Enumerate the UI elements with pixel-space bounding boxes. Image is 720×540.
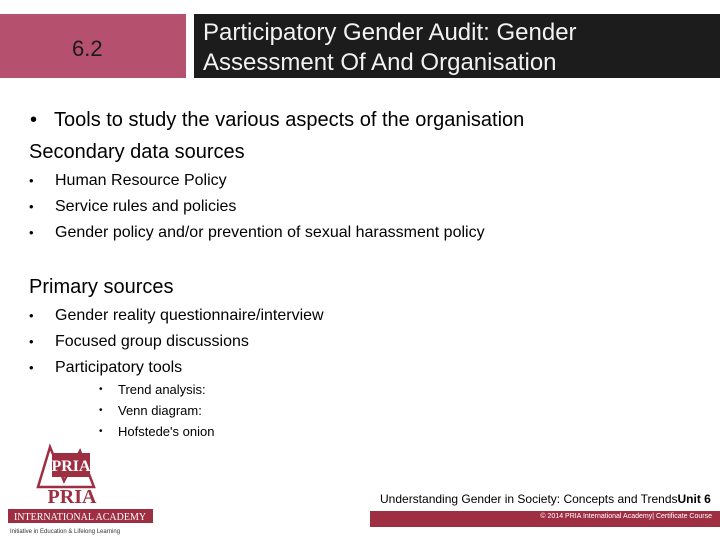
bullet-icon: • — [29, 360, 34, 375]
secondary-list — [29, 171, 485, 249]
bullet-icon: • — [99, 405, 103, 416]
list-item: • Focused group discussions — [29, 333, 249, 350]
footer-bar — [370, 511, 720, 527]
logo-banner: INTERNATIONAL ACADEMY — [13, 512, 147, 523]
list-item: • Participatory tools — [29, 359, 183, 376]
slide-number: 6.2 — [72, 36, 103, 61]
bullet-icon: • — [29, 199, 34, 214]
footer-course — [380, 492, 711, 506]
secondary-heading: Secondary data sources — [29, 141, 245, 163]
logo-mark: PRIA — [51, 458, 91, 475]
bullet-icon: • — [30, 109, 38, 131]
bullet-icon: • — [29, 334, 34, 349]
tools-sublist — [99, 382, 214, 445]
title-bar — [194, 14, 720, 78]
list-item: • Hofstede's onion — [99, 424, 215, 439]
list-item: • Trend analysis: — [99, 382, 206, 397]
unit-label: Unit 6 — [677, 492, 711, 506]
slide-number-box — [0, 14, 186, 78]
bullet-icon: • — [29, 173, 34, 188]
pria-logo-icon — [8, 443, 158, 535]
slide-title — [203, 18, 577, 78]
bullet-icon: • — [99, 426, 103, 437]
logo-tagline: Initiative in Education & Lifelong Learning — [10, 529, 121, 535]
list-item: • Human Resource Policy — [29, 172, 227, 189]
list-item: • Gender policy and/or prevention of sexual harassment policy — [29, 224, 485, 241]
logo-name: PRIA — [47, 486, 97, 508]
copyright-text: © 2014 PRIA International Academy| Certificate Course — [540, 513, 712, 520]
list-item: • Gender reality questionnaire/interview — [29, 307, 324, 324]
primary-heading: Primary sources — [29, 276, 174, 298]
slide-title-line2: Assessment Of And Organisation — [203, 49, 557, 76]
intro-line — [30, 109, 524, 132]
slide-title-line1: Participatory Gender Audit: Gender — [203, 19, 577, 46]
primary-list — [29, 306, 324, 384]
pria-logo — [8, 443, 158, 535]
bullet-icon: • — [29, 308, 34, 323]
intro-text: Tools to study the various aspects of the organisation — [54, 109, 525, 131]
course-title: Understanding Gender in Society: Concepts and Trends — [380, 492, 678, 506]
list-item: • Venn diagram: — [99, 403, 202, 418]
bullet-icon: • — [29, 225, 34, 240]
bullet-icon: • — [99, 384, 103, 395]
list-item: • Service rules and policies — [29, 198, 237, 215]
